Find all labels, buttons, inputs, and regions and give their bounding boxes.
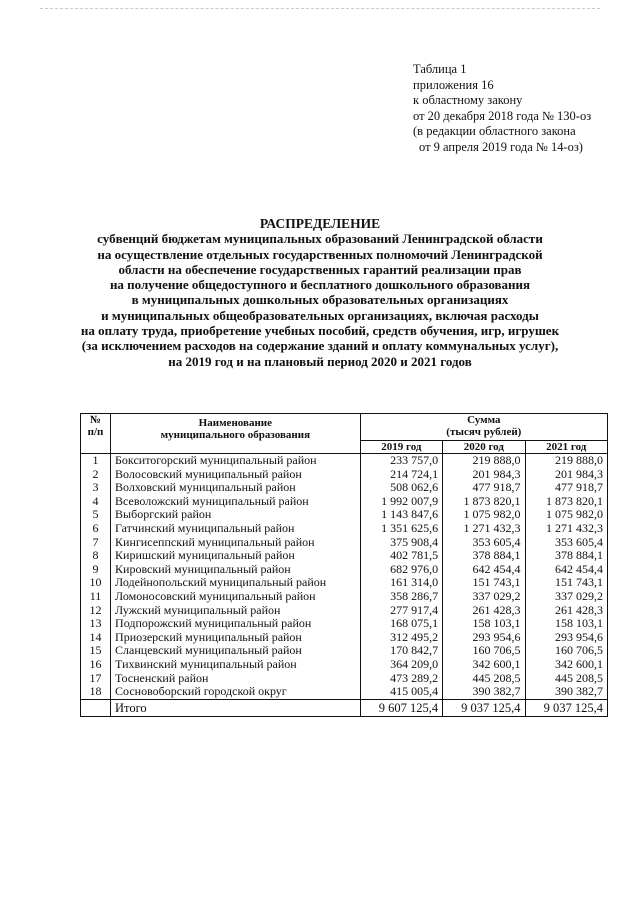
table-row bbox=[81, 672, 608, 686]
header-number-line1: № bbox=[89, 414, 102, 426]
row-number: 3 bbox=[81, 481, 111, 495]
row-value-2020: 353 605,4 bbox=[443, 536, 525, 550]
table-footer bbox=[81, 699, 608, 716]
row-value-2020: 1 271 432,3 bbox=[443, 522, 525, 536]
row-value-2019: 508 062,6 bbox=[360, 481, 442, 495]
heading-line: на получение общедоступного и бесплатного дошкольного образования bbox=[109, 277, 531, 293]
row-value-2021: 151 743,1 bbox=[525, 576, 607, 590]
row-value-2020: 201 984,3 bbox=[443, 468, 525, 482]
header-name-line2: муниципального образования bbox=[160, 429, 311, 441]
row-value-2020: 445 208,5 bbox=[443, 672, 525, 686]
header-number-line2: п/п bbox=[87, 426, 104, 438]
row-value-2019: 473 289,2 bbox=[360, 672, 442, 686]
table-row bbox=[81, 604, 608, 618]
table-row bbox=[81, 522, 608, 536]
row-value-2021: 1 873 820,1 bbox=[525, 495, 607, 509]
row-name: Гатчинский муниципальный район bbox=[111, 522, 361, 536]
table-row bbox=[81, 631, 608, 645]
table-row bbox=[81, 644, 608, 658]
header-sum bbox=[360, 414, 607, 441]
heading-line: в муниципальных дошкольных образовательных организациях bbox=[131, 292, 509, 308]
row-value-2020: 1 873 820,1 bbox=[443, 495, 525, 509]
row-number: 6 bbox=[81, 522, 111, 536]
row-value-2020: 293 954,6 bbox=[443, 631, 525, 645]
row-value-2020: 158 103,1 bbox=[443, 617, 525, 631]
row-value-2021: 1 271 432,3 bbox=[525, 522, 607, 536]
table-row bbox=[81, 590, 608, 604]
total-label: Итого bbox=[111, 699, 361, 716]
row-value-2021: 1 075 982,0 bbox=[525, 508, 607, 522]
row-number: 8 bbox=[81, 549, 111, 563]
row-value-2019: 277 917,4 bbox=[360, 604, 442, 618]
table-row bbox=[81, 617, 608, 631]
table-row bbox=[81, 468, 608, 482]
header-sum-line1: Сумма bbox=[467, 414, 501, 426]
header-year-2021: 2021 год bbox=[525, 441, 607, 454]
annex-reference bbox=[413, 62, 591, 155]
row-number: 18 bbox=[81, 685, 111, 699]
row-name: Всеволожский муниципальный район bbox=[111, 495, 361, 509]
heading-line: на осуществление отдельных государственных полномочий Ленинградской bbox=[97, 246, 543, 262]
row-number: 10 bbox=[81, 576, 111, 590]
row-value-2020: 378 884,1 bbox=[443, 549, 525, 563]
row-name: Тихвинский муниципальный район bbox=[111, 658, 361, 672]
table-row bbox=[81, 481, 608, 495]
row-value-2021: 445 208,5 bbox=[525, 672, 607, 686]
row-value-2019: 161 314,0 bbox=[360, 576, 442, 590]
total-number-cell bbox=[81, 699, 111, 716]
row-name: Киришский муниципальный район bbox=[111, 549, 361, 563]
heading-line: субвенций бюджетам муниципальных образований Ленинградской области bbox=[97, 231, 543, 247]
annex-line: (в редакции областного закона bbox=[413, 124, 576, 138]
row-value-2020: 337 029,2 bbox=[443, 590, 525, 604]
row-value-2020: 390 382,7 bbox=[443, 685, 525, 699]
row-name: Волховский муниципальный район bbox=[111, 481, 361, 495]
row-number: 2 bbox=[81, 468, 111, 482]
row-value-2020: 642 454,4 bbox=[443, 563, 525, 577]
row-number: 4 bbox=[81, 495, 111, 509]
row-number: 13 bbox=[81, 617, 111, 631]
row-name: Кировский муниципальный район bbox=[111, 563, 361, 577]
row-name: Подпорожский муниципальный район bbox=[111, 617, 361, 631]
row-number: 5 bbox=[81, 508, 111, 522]
annex-line: от 9 апреля 2019 года № 14-оз) bbox=[419, 139, 583, 154]
row-name: Ломоносовский муниципальный район bbox=[111, 590, 361, 604]
row-number: 12 bbox=[81, 604, 111, 618]
row-value-2019: 312 495,2 bbox=[360, 631, 442, 645]
table-row bbox=[81, 495, 608, 509]
row-number: 14 bbox=[81, 631, 111, 645]
row-name: Выборгский район bbox=[111, 508, 361, 522]
total-2020: 9 037 125,4 bbox=[443, 699, 525, 716]
heading-line: на 2019 год и на плановый период 2020 и 2021 годов bbox=[168, 353, 472, 369]
header-name bbox=[111, 414, 361, 454]
document-heading bbox=[60, 216, 580, 369]
table-header bbox=[81, 414, 608, 454]
header-year-2020: 2020 год bbox=[443, 441, 525, 454]
row-value-2020: 1 075 982,0 bbox=[443, 508, 525, 522]
annex-line: к областному закону bbox=[413, 93, 523, 107]
row-value-2021: 158 103,1 bbox=[525, 617, 607, 631]
row-value-2019: 358 286,7 bbox=[360, 590, 442, 604]
row-number: 1 bbox=[81, 454, 111, 468]
row-value-2021: 477 918,7 bbox=[525, 481, 607, 495]
document-title: РАСПРЕДЕЛЕНИЕ bbox=[259, 216, 381, 231]
row-number: 11 bbox=[81, 590, 111, 604]
row-value-2019: 1 351 625,6 bbox=[360, 522, 442, 536]
row-value-2020: 160 706,5 bbox=[443, 644, 525, 658]
heading-line: на оплату труда, приобретение учебных пособий, средств обучения, игр, игрушек bbox=[80, 323, 560, 339]
row-value-2021: 201 984,3 bbox=[525, 468, 607, 482]
total-2021: 9 037 125,4 bbox=[525, 699, 607, 716]
row-value-2019: 375 908,4 bbox=[360, 536, 442, 550]
row-value-2021: 261 428,3 bbox=[525, 604, 607, 618]
row-value-2019: 1 143 847,6 bbox=[360, 508, 442, 522]
row-name: Приозерский муниципальный район bbox=[111, 631, 361, 645]
total-2019: 9 607 125,4 bbox=[360, 699, 442, 716]
row-value-2019: 1 992 007,9 bbox=[360, 495, 442, 509]
row-value-2021: 390 382,7 bbox=[525, 685, 607, 699]
table-row bbox=[81, 536, 608, 550]
row-number: 17 bbox=[81, 672, 111, 686]
row-value-2019: 364 209,0 bbox=[360, 658, 442, 672]
row-value-2021: 342 600,1 bbox=[525, 658, 607, 672]
row-name: Сосновоборский городской округ bbox=[111, 685, 361, 699]
distribution-table bbox=[80, 413, 608, 717]
row-name: Волосовский муниципальный район bbox=[111, 468, 361, 482]
row-number: 7 bbox=[81, 536, 111, 550]
row-value-2019: 233 757,0 bbox=[360, 454, 442, 468]
row-value-2021: 160 706,5 bbox=[525, 644, 607, 658]
row-value-2021: 642 454,4 bbox=[525, 563, 607, 577]
row-name: Бокситогорский муниципальный район bbox=[111, 454, 361, 468]
annex-line: от 20 декабря 2018 года № 130-оз bbox=[413, 108, 592, 123]
header-name-line1: Наименование bbox=[198, 417, 273, 429]
table-row bbox=[81, 508, 608, 522]
row-number: 15 bbox=[81, 644, 111, 658]
row-value-2021: 378 884,1 bbox=[525, 549, 607, 563]
row-value-2021: 293 954,6 bbox=[525, 631, 607, 645]
row-name: Лодейнопольский муниципальный район bbox=[111, 576, 361, 590]
row-name: Тосненский район bbox=[111, 672, 361, 686]
header-number bbox=[81, 414, 111, 454]
annex-line: приложения 16 bbox=[413, 77, 494, 92]
row-name: Кингисеппский муниципальный район bbox=[111, 536, 361, 550]
row-value-2020: 261 428,3 bbox=[443, 604, 525, 618]
table-row bbox=[81, 563, 608, 577]
table-row bbox=[81, 685, 608, 699]
heading-line: области на обеспечение государственных гарантий реализации прав bbox=[118, 261, 522, 277]
row-value-2019: 170 842,7 bbox=[360, 644, 442, 658]
annex-line: Таблица 1 bbox=[413, 62, 467, 76]
total-row bbox=[81, 699, 608, 716]
row-value-2019: 682 976,0 bbox=[360, 563, 442, 577]
heading-line: (за исключением расходов на содержание зданий и оплату коммунальных услуг), bbox=[81, 338, 559, 354]
header-sum-line2: (тысяч рублей) bbox=[446, 426, 522, 438]
row-value-2020: 151 743,1 bbox=[443, 576, 525, 590]
table-row bbox=[81, 549, 608, 563]
row-value-2021: 219 888,0 bbox=[525, 454, 607, 468]
row-value-2021: 353 605,4 bbox=[525, 536, 607, 550]
table-body bbox=[81, 454, 608, 700]
row-number: 9 bbox=[81, 563, 111, 577]
row-value-2020: 342 600,1 bbox=[443, 658, 525, 672]
table-row bbox=[81, 658, 608, 672]
header-year-2019: 2019 год bbox=[360, 441, 442, 454]
row-value-2021: 337 029,2 bbox=[525, 590, 607, 604]
table-row bbox=[81, 576, 608, 590]
scan-edge-artifact bbox=[40, 8, 600, 10]
row-value-2020: 477 918,7 bbox=[443, 481, 525, 495]
row-value-2020: 219 888,0 bbox=[443, 454, 525, 468]
row-value-2019: 415 005,4 bbox=[360, 685, 442, 699]
row-name: Сланцевский муниципальный район bbox=[111, 644, 361, 658]
row-value-2019: 214 724,1 bbox=[360, 468, 442, 482]
row-number: 16 bbox=[81, 658, 111, 672]
row-value-2019: 402 781,5 bbox=[360, 549, 442, 563]
heading-line: и муниципальных общеобразовательных организациях, включая расходы bbox=[101, 307, 539, 323]
table-row bbox=[81, 454, 608, 468]
row-value-2019: 168 075,1 bbox=[360, 617, 442, 631]
row-name: Лужский муниципальный район bbox=[111, 604, 361, 618]
